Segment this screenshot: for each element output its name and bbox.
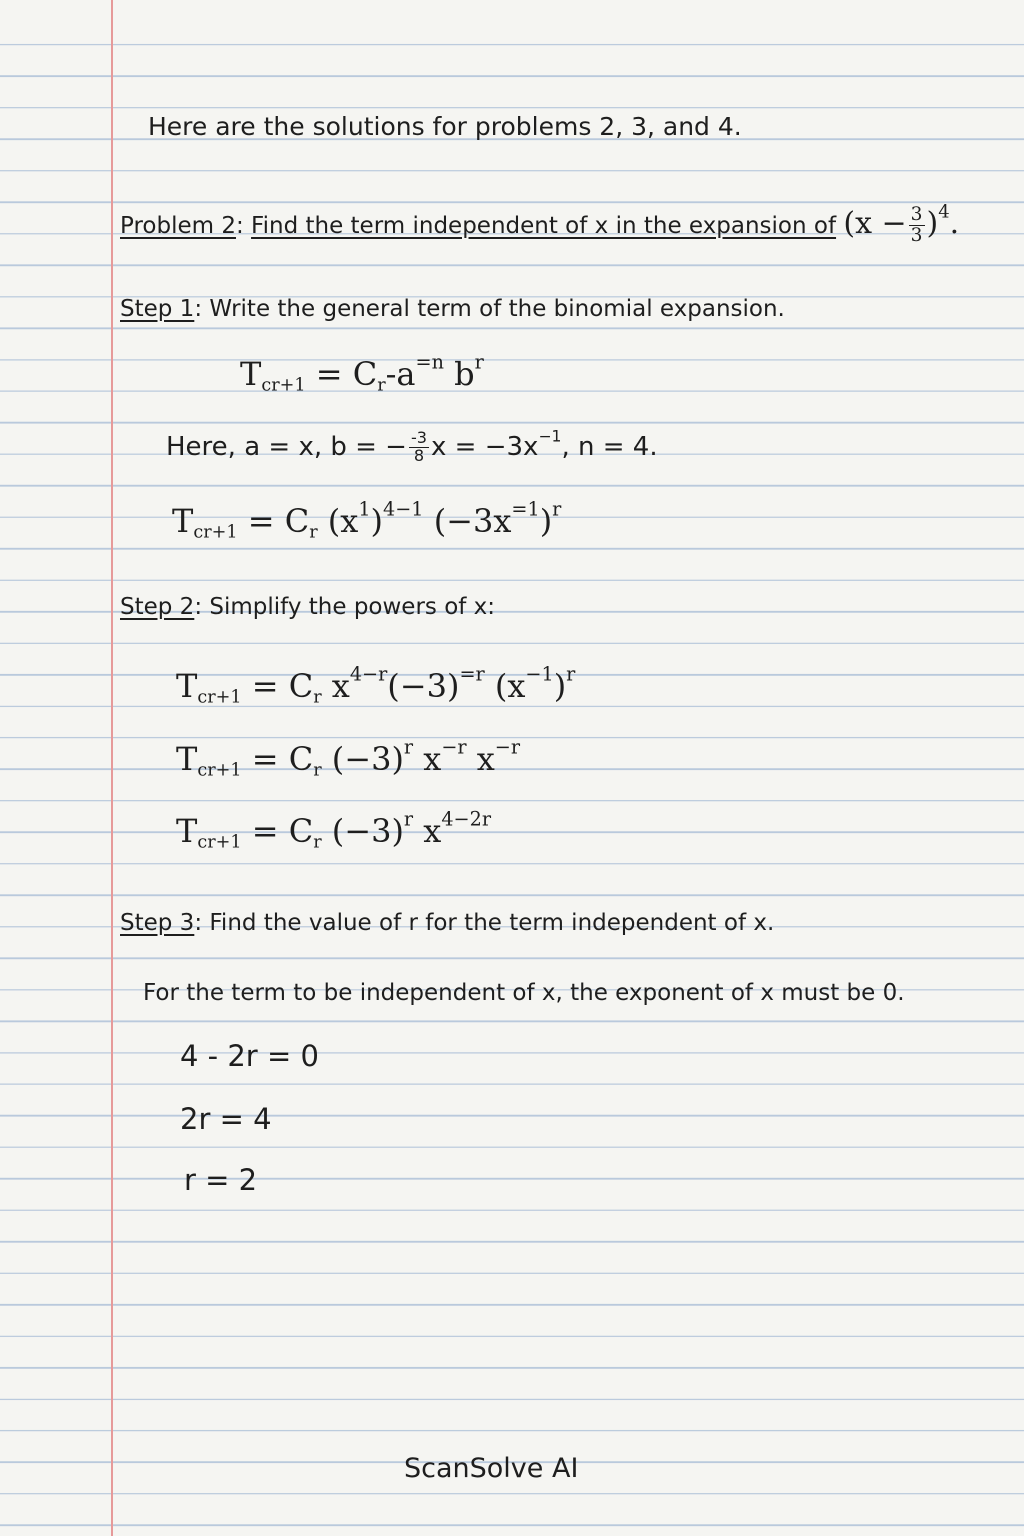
simplify-eq-2: [176, 735, 521, 781]
e1-xinv: (x: [494, 667, 526, 705]
t1-p2-close: ): [539, 502, 553, 540]
t1-eq: = C: [247, 502, 310, 540]
here-frac-num: -3: [410, 428, 428, 447]
step-2-heading: [120, 596, 495, 619]
e3-lhs-sub: cr+1: [197, 832, 242, 853]
e1-x: x: [331, 667, 350, 705]
e1-lhs-sub: cr+1: [197, 687, 242, 708]
expr-frac-num: 3: [910, 204, 923, 225]
problem-2-text: Find the term independent of x in the expansion of: [251, 213, 837, 240]
expr-close: ): [926, 206, 939, 242]
e2-x2: x: [476, 740, 495, 778]
step-2-text: Simplify the powers of x:: [209, 594, 496, 620]
problem-2-colon: :: [235, 213, 244, 240]
t1-lhs: T: [172, 502, 194, 540]
t1-p2: (−3x: [433, 502, 512, 540]
step-1-text: Write the general term of the binomial expansion.: [209, 296, 785, 322]
here-fraction: [409, 430, 429, 465]
solution-line-2: 2r = 4: [180, 1102, 272, 1136]
here-suffix: , n = 4.: [561, 431, 658, 462]
margin-line: [111, 0, 113, 1536]
expr-fraction: [909, 205, 925, 245]
t1-p1-close: ): [370, 502, 384, 540]
e3-eq: = C: [251, 812, 314, 850]
intro-text: Here are the solutions for problems 2, 3, and 4.: [148, 112, 742, 141]
here-definitions: [166, 427, 658, 465]
gt-a-sup: =n: [415, 350, 444, 374]
simplify-eq-1: [176, 662, 576, 708]
t1-lhs-sub: cr+1: [193, 522, 238, 543]
expr-frac-den: 3: [910, 224, 923, 246]
e3-c-sub: r: [313, 832, 322, 853]
here-x-sup: −1: [538, 427, 562, 446]
t1-p2-sup: =1: [511, 497, 540, 521]
e2-lhs-sub: cr+1: [197, 760, 242, 781]
t1-p1-sup: 1: [358, 497, 371, 521]
step-3-heading: [120, 912, 774, 935]
gt-c-sub: r: [377, 375, 386, 396]
t1-c-sub: r: [309, 522, 318, 543]
step-1-heading: [120, 298, 785, 321]
e2-x1: x: [423, 740, 442, 778]
e2-x1-sup: −r: [441, 735, 467, 759]
gt-b-sup: r: [474, 350, 484, 374]
e2-x2-sup: −r: [494, 735, 521, 759]
e3-x-sup: 4−2r: [441, 807, 491, 831]
e3-m3-sup: r: [403, 807, 414, 831]
condition-text: For the term to be independent of x, the exponent of x must be 0.: [143, 980, 905, 1006]
problem-2-statement: [120, 201, 960, 246]
gt-a: -a: [385, 355, 416, 393]
e3-x: x: [423, 812, 442, 850]
e1-m3: (−3): [387, 667, 460, 705]
e1-eq: = C: [251, 667, 314, 705]
expr-open: (x −: [843, 206, 907, 242]
term-substituted: [172, 497, 562, 543]
e1-m3-sup: =r: [459, 662, 485, 686]
solution-line-1: 4 - 2r = 0: [180, 1039, 319, 1073]
step-3-label: Step 3: [120, 910, 195, 936]
e1-lhs: T: [176, 667, 198, 705]
e2-m3: (−3): [331, 740, 404, 778]
step-3-colon: :: [194, 910, 203, 936]
e3-lhs: T: [176, 812, 198, 850]
e2-eq: = C: [251, 740, 314, 778]
e3-m3: (−3): [331, 812, 404, 850]
gt-lhs-sub: cr+1: [261, 375, 306, 396]
expr-period: .: [949, 206, 960, 242]
here-after-frac: x = −3x: [431, 431, 539, 462]
problem-2-label: Problem 2: [120, 213, 236, 240]
e1-xinv-power: r: [566, 662, 576, 686]
e2-c-sub: r: [313, 760, 322, 781]
step-2-label: Step 2: [120, 594, 195, 620]
e1-c-sub: r: [313, 687, 322, 708]
t1-p1-power: 4−1: [383, 497, 424, 521]
here-frac-den: 8: [413, 445, 425, 465]
step-2-colon: :: [194, 594, 203, 620]
step-1-colon: :: [194, 296, 203, 322]
solution-line-3: r = 2: [184, 1163, 258, 1197]
here-prefix: Here, a = x, b = −: [166, 431, 407, 462]
e1-xinv-sup: −1: [525, 662, 554, 686]
step-3-text: Find the value of r for the term independent of x.: [209, 910, 775, 936]
e2-m3-sup: r: [403, 735, 414, 759]
step-1-label: Step 1: [120, 296, 195, 322]
e1-x-sup: 4−r: [349, 662, 388, 686]
brand-footer: ScanSolve AI: [404, 1453, 579, 1484]
gt-eq: = C: [315, 355, 378, 393]
t1-p2-power: r: [552, 497, 562, 521]
e2-lhs: T: [176, 740, 198, 778]
expr-power: 4: [938, 201, 950, 223]
simplify-eq-3: [176, 807, 491, 853]
gt-lhs: T: [240, 355, 262, 393]
problem-2-expression: [843, 201, 960, 246]
general-term-formula: [240, 350, 484, 396]
t1-p1: (x: [327, 502, 359, 540]
e1-xinv-close: ): [553, 667, 567, 705]
gt-b: b: [454, 355, 475, 393]
